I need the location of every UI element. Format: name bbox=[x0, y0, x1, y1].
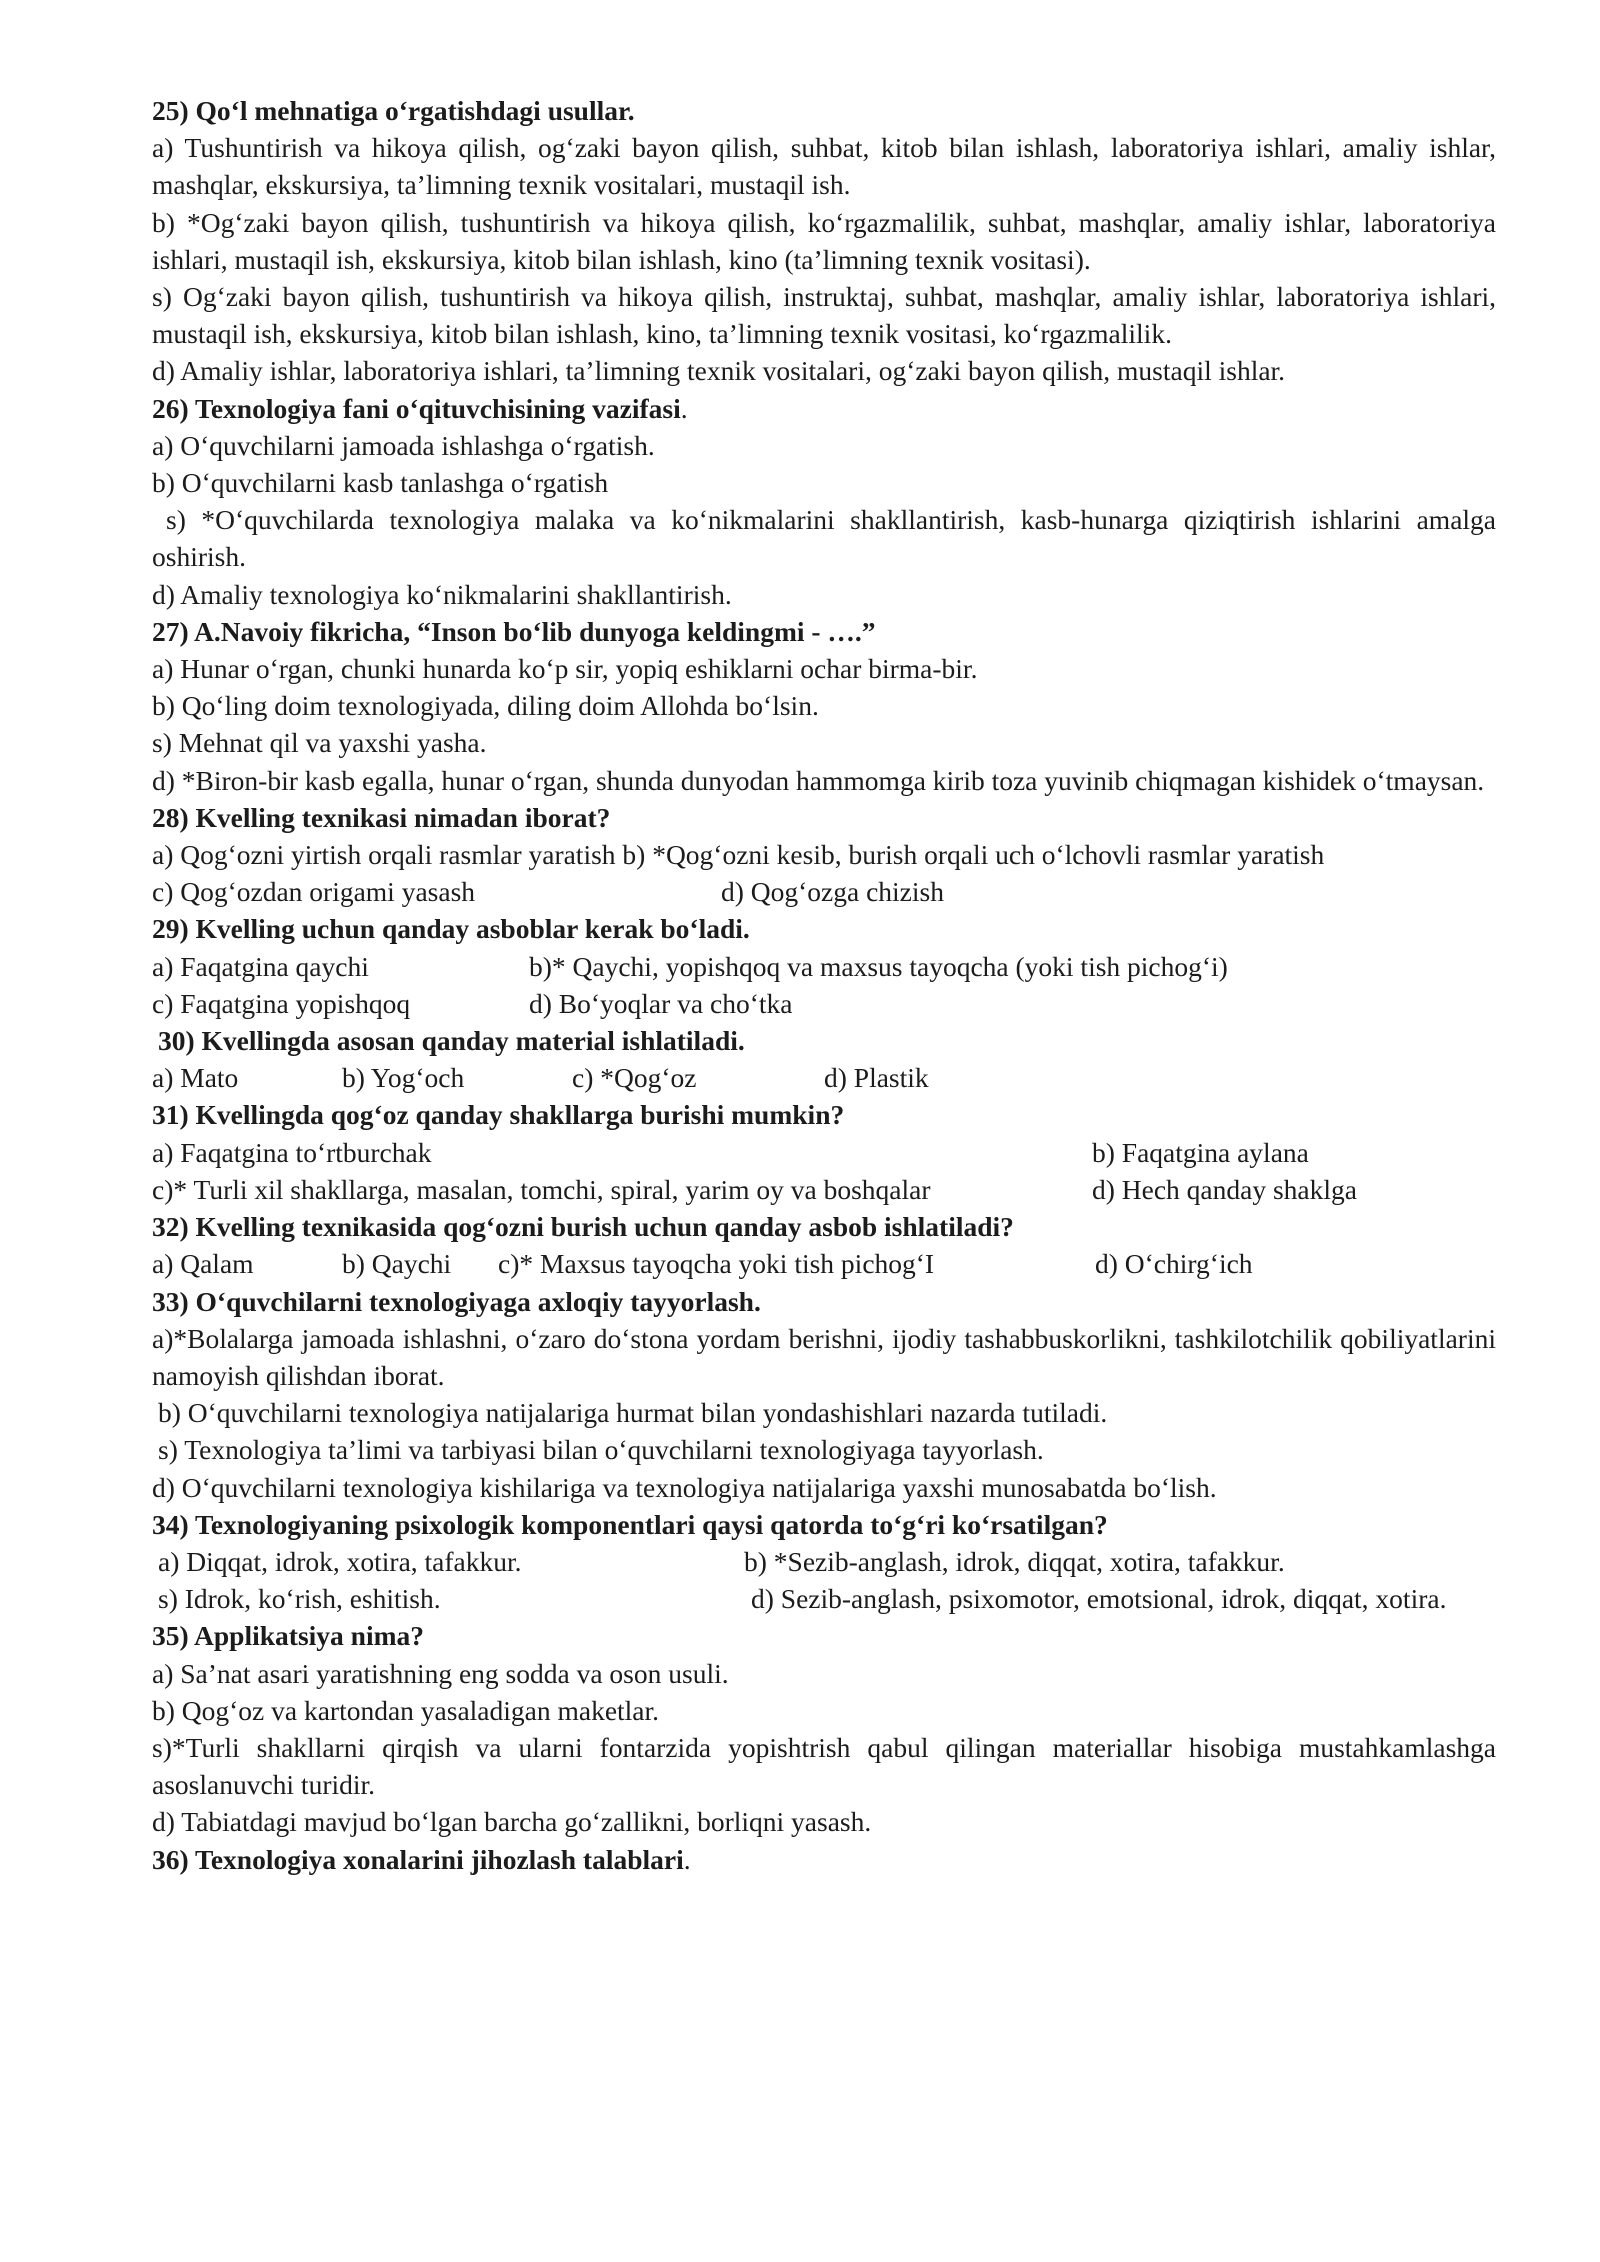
question-36-title-period: . bbox=[683, 1843, 691, 1875]
question-26-option-a: a) O‘quvchilarni jamoada ishlashga o‘rgatish. bbox=[152, 429, 655, 461]
question-33-option-s: s) Texnologiya ta’limi va tarbiyasi bilan o‘quvchilarni texnologiyaga tayyorlash. bbox=[158, 1434, 1044, 1466]
question-31-options-c-d bbox=[152, 1171, 1496, 1208]
question-25-option-d: d) Amaliy ishlar, laboratoriya ishlari, ta’limning texnik vositalari, og‘zaki bayon qilish, mustaqil ishlar. bbox=[152, 355, 1286, 387]
question-33-title: 33) O‘quvchilarni texnologiyaga axloqiy tayyorlash. bbox=[152, 1285, 761, 1317]
question-34-options-a-b bbox=[152, 1543, 1496, 1580]
question-27-option-d: d) *Biron-bir kasb egalla, hunar o‘rgan, shunda dunyodan hammomga kirib toza yuvinib chiqmagan kishidek o‘tmaysan. bbox=[152, 764, 1485, 796]
question-34-option-a: a) Diqqat, idrok, xotira, tafakkur. bbox=[158, 1545, 522, 1577]
question-25-option-s: s) Og‘zaki bayon qilish, tushuntirish va hikoya qilish, instruktaj, suhbat, mashqlar, amaliy ishlar, laboratoriya ishlari, mustaqil ish, ekskursiya, kitob bilan ishlash, kino, ta’limning texnik vositasi, ko‘rgazmalilik. bbox=[152, 281, 1496, 350]
question-25-option-b: b) *Og‘zaki bayon qilish, tushuntirish va hikoya qilish, ko‘rgazmalilik, suhbat, mashqlar, amaliy ishlar, laboratoriya ishlari, mustaqil ish, ekskursiya, kitob bilan ishlash, kino (ta’limning texnik vositasi). bbox=[152, 206, 1496, 275]
question-28-options-c-d bbox=[152, 873, 1496, 910]
question-28-options-a-b: a) Qog‘ozni yirtish orqali rasmlar yaratish b) *Qog‘ozni kesib, burish orqali uch o‘lchovli rasmlar yaratish bbox=[152, 839, 1325, 871]
question-32-title: 32) Kvelling texnikasida qog‘ozni burish uchun qanday asbob ishlatiladi? bbox=[152, 1211, 1014, 1243]
question-31-options-a-b bbox=[152, 1134, 1496, 1171]
question-27-title: 27) A.Navoiy fikricha, “Inson bo‘lib dunyoga keldingmi - ….” bbox=[152, 615, 876, 647]
question-33-option-a: a)*Bolalarga jamoada ishlashni, o‘zaro do‘stona yordam berishni, ijodiy tashabbuskorlikni, tashkilotchilik qobiliyatlarini namoyish qilishdan iborat. bbox=[152, 1322, 1496, 1391]
question-36-title: 36) Texnologiya xonalarini jihozlash talablari bbox=[152, 1843, 684, 1875]
question-34-option-d: d) Sezib-anglash, psixomotor, emotsional, idrok, diqqat, xotira. bbox=[751, 1583, 1447, 1615]
question-36-heading bbox=[152, 1841, 1496, 1878]
question-29-options-c-d bbox=[152, 985, 1496, 1022]
question-29-options-a-b bbox=[152, 948, 1496, 985]
question-29-option-c: c) Faqatgina yopishqoq bbox=[152, 987, 411, 1019]
question-32-option-a: a) Qalam bbox=[152, 1248, 254, 1280]
question-31-option-c: c)* Turli xil shakllarga, masalan, tomchi, spiral, yarim oy va boshqalar bbox=[152, 1173, 931, 1205]
question-34-option-b: b) *Sezib-anglash, idrok, diqqat, xotira, tafakkur. bbox=[744, 1545, 1285, 1577]
question-35-option-b: b) Qog‘oz va kartondan yasaladigan maketlar. bbox=[152, 1694, 660, 1726]
question-26-title: 26) Texnologiya fani o‘qituvchisining vazifasi bbox=[152, 392, 681, 424]
question-30-title: 30) Kvellingda asosan qanday material ishlatiladi. bbox=[158, 1025, 745, 1057]
question-35-title: 35) Applikatsiya nima? bbox=[152, 1620, 425, 1652]
document-page bbox=[152, 92, 1496, 1878]
question-29-option-b: b)* Qaychi, yopishqoq va maxsus tayoqcha (yoki tish pichog‘i) bbox=[529, 950, 1228, 982]
question-27-option-s: s) Mehnat qil va yaxshi yasha. bbox=[152, 727, 487, 759]
question-30-option-c: c) *Qog‘oz bbox=[572, 1062, 697, 1094]
question-30-option-d: d) Plastik bbox=[824, 1062, 929, 1094]
question-35-option-s: s)*Turli shakllarni qirqish va ularni fontarzida yopishtrish qabul qilingan materiallar hisobiga mustahkamlashga asoslanuvchi turidir. bbox=[152, 1731, 1496, 1801]
question-26-option-d: d) Amaliy texnologiya ko‘nikmalarini shakllantirish. bbox=[152, 578, 732, 610]
question-28-option-c: c) Qog‘ozdan origami yasash bbox=[152, 876, 476, 908]
question-34-option-s: s) Idrok, ko‘rish, eshitish. bbox=[158, 1583, 441, 1615]
question-26-option-s: s) *O‘quvchilarda texnologiya malaka va ko‘nikmalarini shakllantirish, kasb-hunarga qiziqtirish ishlarini amalga oshirish. bbox=[152, 504, 1496, 573]
question-25-option-a: a) Tushuntirish va hikoya qilish, og‘zaki bayon qilish, suhbat, kitob bilan ishlash, laboratoriya ishlari, amaliy ishlar, mashqlar, ekskursiya, ta’limning texnik vositalari, mustaqil ish. bbox=[152, 132, 1496, 201]
question-31-option-b: b) Faqatgina aylana bbox=[1092, 1136, 1309, 1168]
question-32-options bbox=[152, 1245, 1496, 1282]
question-32-option-d: d) O‘chirg‘ich bbox=[1095, 1248, 1253, 1280]
question-29-option-d: d) Bo‘yoqlar va cho‘tka bbox=[529, 987, 793, 1019]
question-26-option-b: b) O‘quvchilarni kasb tanlashga o‘rgatish bbox=[152, 467, 609, 499]
question-32-option-b: b) Qaychi bbox=[342, 1248, 452, 1280]
question-29-option-a: a) Faqatgina qaychi bbox=[152, 950, 369, 982]
question-30-option-a: a) Mato bbox=[152, 1062, 239, 1094]
question-33-option-b: b) O‘quvchilarni texnologiya natijalariga hurmat bilan yondashishlari nazarda tutiladi. bbox=[158, 1397, 1108, 1429]
question-32-option-c: c)* Maxsus tayoqcha yoki tish pichog‘I bbox=[498, 1248, 935, 1280]
question-33-option-d: d) O‘quvchilarni texnologiya kishilariga va texnologiya natijalariga yaxshi munosabatda bo‘lish. bbox=[152, 1471, 1217, 1503]
question-26-title-period: . bbox=[680, 392, 688, 424]
question-28-option-d: d) Qog‘ozga chizish bbox=[721, 876, 944, 908]
question-27-option-b: b) Qo‘ling doim texnologiyada, diling doim Allohda bo‘lsin. bbox=[152, 690, 819, 722]
question-28-title: 28) Kvelling texnikasi nimadan iborat? bbox=[152, 801, 611, 833]
question-26-heading bbox=[152, 390, 1496, 427]
question-30-option-b: b) Yog‘och bbox=[342, 1062, 465, 1094]
question-34-title: 34) Texnologiyaning psixologik komponentlari qaysi qatorda to‘g‘ri ko‘rsatilgan? bbox=[152, 1508, 1108, 1540]
question-29-title: 29) Kvelling uchun qanday asboblar kerak bo‘ladi. bbox=[152, 913, 750, 945]
question-25-title: 25) Qo‘l mehnatiga o‘rgatishdagi usullar. bbox=[152, 95, 635, 126]
question-34-options-s-d bbox=[152, 1580, 1496, 1617]
question-35-option-a: a) Sa’nat asari yaratishning eng sodda va oson usuli. bbox=[152, 1657, 729, 1689]
question-31-option-a: a) Faqatgina to‘rtburchak bbox=[152, 1136, 432, 1168]
question-30-options bbox=[152, 1059, 1496, 1096]
question-35-option-d: d) Tabiatdagi mavjud bo‘lgan barcha go‘zallikni, borliqni yasash. bbox=[152, 1806, 872, 1838]
question-27-option-a: a) Hunar o‘rgan, chunki hunarda ko‘p sir, yopiq eshiklarni ochar birma-bir. bbox=[152, 653, 978, 685]
question-31-title: 31) Kvellingda qog‘oz qanday shakllarga burishi mumkin? bbox=[152, 1099, 845, 1131]
question-31-option-d: d) Hech qanday shaklga bbox=[1092, 1173, 1357, 1205]
